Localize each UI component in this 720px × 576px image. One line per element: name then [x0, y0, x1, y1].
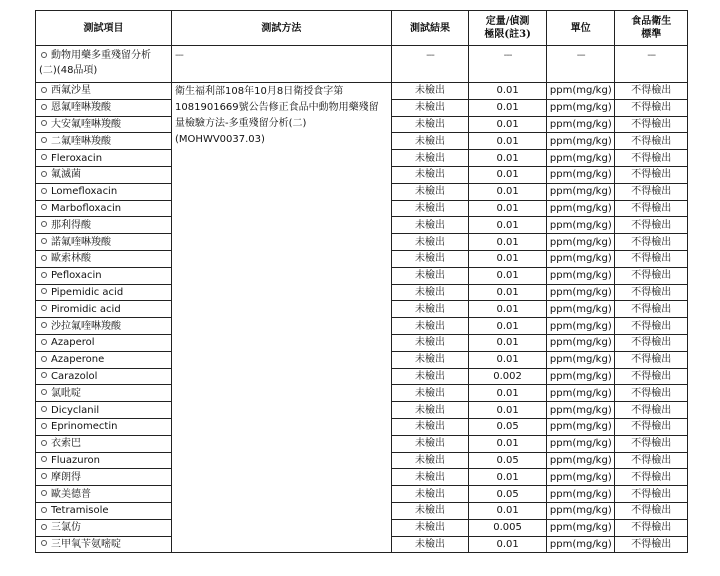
item-cell — [36, 83, 172, 100]
item-name: Azaperol — [51, 337, 95, 349]
item-cell — [36, 150, 172, 167]
unit-cell: ppm(mg/kg) — [546, 250, 615, 267]
unit-cell: ppm(mg/kg) — [546, 351, 615, 368]
header-result: 測試結果 — [391, 11, 469, 46]
standard-cell: 不得檢出 — [615, 519, 688, 536]
unit-cell: ppm(mg/kg) — [546, 99, 615, 116]
unit-cell: ppm(mg/kg) — [546, 435, 615, 452]
bullet-icon — [41, 188, 47, 194]
result-cell: 未檢出 — [391, 351, 469, 368]
result-cell: 未檢出 — [391, 418, 469, 435]
item-cell — [36, 133, 172, 150]
standard-cell: 不得檢出 — [615, 452, 688, 469]
item-cell — [36, 519, 172, 536]
item-cell — [36, 418, 172, 435]
item-name: 諾氟喹啉羧酸 — [51, 236, 111, 248]
standard-cell: 不得檢出 — [615, 250, 688, 267]
test-report — [35, 10, 688, 553]
item-name: 歐美德普 — [51, 488, 91, 500]
limit-cell: 0.01 — [469, 250, 547, 267]
item-cell — [36, 334, 172, 351]
item-cell — [36, 217, 172, 234]
item-cell — [36, 166, 172, 183]
unit-cell: ppm(mg/kg) — [546, 116, 615, 133]
unit-cell: ppm(mg/kg) — [546, 469, 615, 486]
standard-cell: 不得檢出 — [615, 536, 688, 553]
bullet-icon — [41, 87, 47, 93]
bullet-icon — [41, 221, 47, 227]
item-cell — [36, 99, 172, 116]
unit-cell: ppm(mg/kg) — [546, 133, 615, 150]
limit-cell: 0.01 — [469, 334, 547, 351]
limit-cell: 0.01 — [469, 502, 547, 519]
result-cell: 未檢出 — [391, 502, 469, 519]
limit-cell: 0.01 — [469, 536, 547, 553]
results-table — [35, 10, 688, 553]
unit-cell: ppm(mg/kg) — [546, 217, 615, 234]
bullet-icon — [41, 104, 47, 110]
unit-cell: ppm(mg/kg) — [546, 402, 615, 419]
limit-cell: 0.01 — [469, 234, 547, 251]
bullet-icon — [41, 120, 47, 126]
group-row — [36, 46, 688, 83]
result-cell: 未檢出 — [391, 267, 469, 284]
item-name: 氯吡啶 — [51, 387, 81, 399]
unit-cell: ppm(mg/kg) — [546, 536, 615, 553]
bullet-icon — [41, 540, 47, 546]
item-cell — [36, 435, 172, 452]
standard-cell: 不得檢出 — [615, 351, 688, 368]
limit-cell: 0.01 — [469, 284, 547, 301]
item-cell — [36, 267, 172, 284]
header-limit: 定量/偵測 極限(註3) — [469, 11, 547, 46]
result-cell: 未檢出 — [391, 402, 469, 419]
standard-cell: 不得檢出 — [615, 217, 688, 234]
standard-cell: 不得檢出 — [615, 267, 688, 284]
table-row — [36, 83, 688, 100]
standard-cell: 不得檢出 — [615, 116, 688, 133]
item-name: Tetramisole — [51, 505, 109, 517]
limit-cell: 0.01 — [469, 301, 547, 318]
result-cell: 未檢出 — [391, 519, 469, 536]
bullet-icon — [41, 272, 47, 278]
unit-cell: ppm(mg/kg) — [546, 334, 615, 351]
header-row — [36, 11, 688, 46]
header-method: 測試方法 — [172, 11, 392, 46]
limit-cell: 0.01 — [469, 351, 547, 368]
limit-cell: 0.01 — [469, 402, 547, 419]
unit-cell: ppm(mg/kg) — [546, 502, 615, 519]
result-cell: 未檢出 — [391, 183, 469, 200]
item-name: Fleroxacin — [51, 152, 103, 164]
bullet-icon — [41, 339, 47, 345]
standard-cell: 不得檢出 — [615, 318, 688, 335]
result-cell: 未檢出 — [391, 99, 469, 116]
bullet-icon — [41, 322, 47, 328]
header-standard: 食品衛生 標準 — [615, 11, 688, 46]
item-name: 那利得酸 — [51, 219, 91, 231]
standard-cell: 不得檢出 — [615, 368, 688, 385]
bullet-icon — [41, 305, 47, 311]
item-name: Eprinomectin — [51, 421, 118, 433]
bullet-icon — [41, 406, 47, 412]
result-cell: 未檢出 — [391, 368, 469, 385]
unit-cell: ppm(mg/kg) — [546, 519, 615, 536]
group-unit: --- — [546, 46, 615, 83]
unit-cell: ppm(mg/kg) — [546, 385, 615, 402]
bullet-icon — [41, 440, 47, 446]
header-unit: 單位 — [546, 11, 615, 46]
group-method: --- — [172, 46, 392, 83]
item-cell — [36, 402, 172, 419]
standard-cell: 不得檢出 — [615, 502, 688, 519]
bullet-icon — [41, 137, 47, 143]
standard-cell: 不得檢出 — [615, 334, 688, 351]
result-cell: 未檢出 — [391, 385, 469, 402]
item-cell — [36, 301, 172, 318]
item-cell — [36, 183, 172, 200]
standard-cell: 不得檢出 — [615, 418, 688, 435]
unit-cell: ppm(mg/kg) — [546, 318, 615, 335]
result-cell: 未檢出 — [391, 435, 469, 452]
bullet-icon — [41, 456, 47, 462]
item-cell — [36, 502, 172, 519]
limit-cell: 0.01 — [469, 385, 547, 402]
limit-cell: 0.01 — [469, 83, 547, 100]
item-name: Lomefloxacin — [51, 186, 118, 198]
item-name: 恩氟喹啉羧酸 — [51, 102, 111, 114]
result-cell: 未檢出 — [391, 469, 469, 486]
unit-cell: ppm(mg/kg) — [546, 83, 615, 100]
limit-cell: 0.05 — [469, 486, 547, 503]
result-cell: 未檢出 — [391, 334, 469, 351]
item-cell — [36, 368, 172, 385]
unit-cell: ppm(mg/kg) — [546, 166, 615, 183]
limit-cell: 0.05 — [469, 452, 547, 469]
result-cell: 未檢出 — [391, 133, 469, 150]
bullet-icon — [41, 490, 47, 496]
standard-cell: 不得檢出 — [615, 435, 688, 452]
item-name: Pipemidic acid — [51, 286, 124, 298]
result-cell: 未檢出 — [391, 250, 469, 267]
limit-cell: 0.002 — [469, 368, 547, 385]
item-cell — [36, 200, 172, 217]
item-name: Dicyclanil — [51, 404, 100, 416]
item-name: Marbofloxacin — [51, 202, 122, 214]
item-cell — [36, 116, 172, 133]
unit-cell: ppm(mg/kg) — [546, 368, 615, 385]
item-name: Piromidic acid — [51, 303, 121, 315]
standard-cell: 不得檢出 — [615, 301, 688, 318]
bullet-icon — [41, 154, 47, 160]
item-name: 大安氟喹啉羧酸 — [51, 118, 121, 130]
item-name: 歐索林酸 — [51, 253, 91, 265]
unit-cell: ppm(mg/kg) — [546, 267, 615, 284]
result-cell: 未檢出 — [391, 150, 469, 167]
unit-cell: ppm(mg/kg) — [546, 234, 615, 251]
standard-cell: 不得檢出 — [615, 234, 688, 251]
item-name: 氟滅菌 — [51, 169, 81, 181]
result-cell: 未檢出 — [391, 318, 469, 335]
limit-cell: 0.01 — [469, 318, 547, 335]
item-cell — [36, 234, 172, 251]
bullet-icon — [41, 372, 47, 378]
bullet-icon — [41, 52, 47, 58]
bullet-icon — [41, 204, 47, 210]
standard-cell: 不得檢出 — [615, 402, 688, 419]
unit-cell: ppm(mg/kg) — [546, 183, 615, 200]
bullet-icon — [41, 473, 47, 479]
item-name: Carazolol — [51, 370, 98, 382]
standard-cell: 不得檢出 — [615, 166, 688, 183]
bullet-icon — [41, 507, 47, 513]
standard-cell: 不得檢出 — [615, 183, 688, 200]
item-cell — [36, 250, 172, 267]
result-cell: 未檢出 — [391, 166, 469, 183]
item-cell — [36, 469, 172, 486]
item-name: 三甲氧苄氨嘧啶 — [51, 538, 121, 550]
bullet-icon — [41, 171, 47, 177]
item-cell — [36, 284, 172, 301]
group-label: 動物用藥多重殘留分析(二)(48品項) — [39, 50, 151, 76]
group-result: --- — [391, 46, 469, 83]
item-cell — [36, 486, 172, 503]
result-cell: 未檢出 — [391, 217, 469, 234]
limit-cell: 0.05 — [469, 418, 547, 435]
bullet-icon — [41, 389, 47, 395]
result-cell: 未檢出 — [391, 116, 469, 133]
item-name: 二氟喹啉羧酸 — [51, 135, 111, 147]
limit-cell: 0.01 — [469, 133, 547, 150]
limit-cell: 0.01 — [469, 116, 547, 133]
standard-cell: 不得檢出 — [615, 284, 688, 301]
unit-cell: ppm(mg/kg) — [546, 486, 615, 503]
result-cell: 未檢出 — [391, 284, 469, 301]
item-name: Pefloxacin — [51, 270, 102, 282]
limit-cell: 0.01 — [469, 469, 547, 486]
standard-cell: 不得檢出 — [615, 83, 688, 100]
limit-cell: 0.01 — [469, 267, 547, 284]
result-cell: 未檢出 — [391, 301, 469, 318]
group-label-cell — [36, 46, 172, 83]
item-cell — [36, 536, 172, 553]
group-standard: --- — [615, 46, 688, 83]
bullet-icon — [41, 255, 47, 261]
bullet-icon — [41, 524, 47, 530]
limit-cell: 0.01 — [469, 99, 547, 116]
bullet-icon — [41, 238, 47, 244]
unit-cell: ppm(mg/kg) — [546, 452, 615, 469]
standard-cell: 不得檢出 — [615, 99, 688, 116]
result-cell: 未檢出 — [391, 536, 469, 553]
item-name: 西氟沙星 — [51, 85, 91, 97]
bullet-icon — [41, 423, 47, 429]
item-name: Azaperone — [51, 354, 105, 366]
item-cell — [36, 385, 172, 402]
limit-cell: 0.01 — [469, 435, 547, 452]
result-cell: 未檢出 — [391, 452, 469, 469]
limit-cell: 0.01 — [469, 217, 547, 234]
item-name: 三氯仿 — [51, 522, 81, 534]
result-cell: 未檢出 — [391, 83, 469, 100]
limit-cell: 0.01 — [469, 150, 547, 167]
method-cell: 衛生福利部108年10月8日衛授食字第1081901669號公告修正食品中動物用藥殘留量檢驗方法-多重殘留分析(二)(MOHWV0037.03) — [172, 83, 392, 553]
standard-cell: 不得檢出 — [615, 200, 688, 217]
item-name: 沙拉氟喹啉羧酸 — [51, 320, 121, 332]
unit-cell: ppm(mg/kg) — [546, 284, 615, 301]
header-item: 測試項目 — [36, 11, 172, 46]
item-name: 衣索巴 — [51, 438, 81, 450]
unit-cell: ppm(mg/kg) — [546, 200, 615, 217]
group-limit: --- — [469, 46, 547, 83]
standard-cell: 不得檢出 — [615, 469, 688, 486]
unit-cell: ppm(mg/kg) — [546, 301, 615, 318]
standard-cell: 不得檢出 — [615, 385, 688, 402]
item-name: 摩朗得 — [51, 471, 81, 483]
result-cell: 未檢出 — [391, 234, 469, 251]
unit-cell: ppm(mg/kg) — [546, 418, 615, 435]
standard-cell: 不得檢出 — [615, 150, 688, 167]
result-cell: 未檢出 — [391, 200, 469, 217]
limit-cell: 0.01 — [469, 166, 547, 183]
limit-cell: 0.01 — [469, 183, 547, 200]
item-cell — [36, 452, 172, 469]
bullet-icon — [41, 356, 47, 362]
limit-cell: 0.01 — [469, 200, 547, 217]
item-cell — [36, 351, 172, 368]
standard-cell: 不得檢出 — [615, 133, 688, 150]
item-name: Fluazuron — [51, 454, 100, 466]
unit-cell: ppm(mg/kg) — [546, 150, 615, 167]
standard-cell: 不得檢出 — [615, 486, 688, 503]
bullet-icon — [41, 288, 47, 294]
item-cell — [36, 318, 172, 335]
limit-cell: 0.005 — [469, 519, 547, 536]
result-cell: 未檢出 — [391, 486, 469, 503]
